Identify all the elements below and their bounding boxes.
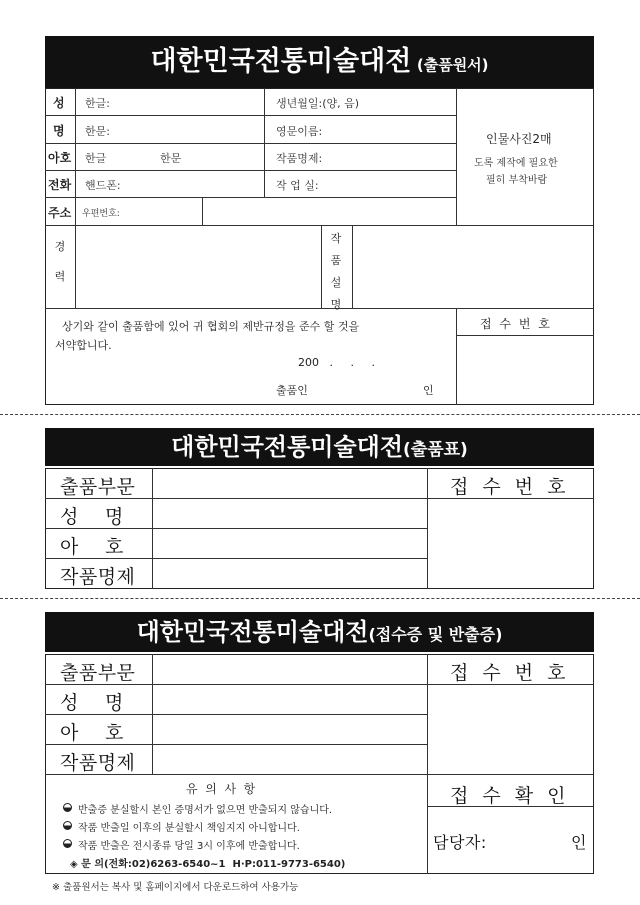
field-pen-korean[interactable]: 한글 bbox=[85, 152, 107, 165]
pledge-text-2: 서약합니다. bbox=[55, 339, 112, 352]
ticket-subtitle: (출품표) bbox=[403, 440, 468, 460]
ticket-title-banner bbox=[45, 428, 594, 466]
notice-title: 유 의 사 항 bbox=[186, 782, 256, 796]
ticket-title-input[interactable] bbox=[153, 559, 426, 587]
field-birth-date[interactable]: 생년월일:(양, 음) bbox=[276, 97, 360, 110]
ticket-row-title: 작품명제 bbox=[60, 566, 136, 588]
applicant-label: 출품인 bbox=[276, 384, 308, 397]
ticket-title: 대한민국전통미술대전 bbox=[171, 433, 404, 461]
pledge-text-1: 상기와 같이 출품함에 있어 귀 협회의 제반규정을 준수 할 것을 bbox=[62, 320, 360, 333]
receipt-subtitle: (접수증 및 반출증) bbox=[368, 625, 503, 644]
receipt-row-category: 출품부문 bbox=[60, 662, 136, 684]
row-label-address: 주소 bbox=[48, 206, 72, 220]
ticket-row-category: 출품부문 bbox=[60, 476, 136, 498]
notice-item-1: 반출증 분실할시 본인 증명서가 없으면 반출되지 않습니다. bbox=[78, 805, 333, 816]
cut-line-1 bbox=[0, 414, 640, 415]
ticket-reception-number: 접 수 번 호 bbox=[450, 476, 570, 498]
row-label-name-2: 명 bbox=[53, 124, 65, 138]
row-label-penname: 아호 bbox=[48, 151, 72, 165]
receipt-title-input[interactable] bbox=[153, 745, 426, 773]
ticket-category-input[interactable] bbox=[153, 469, 426, 497]
receipt-row-title: 작품명제 bbox=[60, 752, 136, 774]
field-name-korean[interactable]: 한글: bbox=[85, 97, 110, 110]
cut-line-2 bbox=[0, 598, 640, 599]
field-postal-code[interactable]: 우편번호: bbox=[82, 209, 120, 219]
artwork-description-field[interactable] bbox=[353, 226, 593, 307]
ticket-row-name: 성 명 bbox=[60, 506, 124, 528]
manager-seal: 인 bbox=[571, 833, 587, 852]
application-reception-number: 접 수 번 호 bbox=[480, 317, 552, 331]
career-field[interactable] bbox=[76, 226, 320, 307]
manager-label: 담당자: bbox=[433, 833, 487, 852]
field-english-name[interactable]: 영문이름: bbox=[276, 125, 323, 138]
field-studio[interactable]: 작 업 실: bbox=[276, 179, 319, 192]
receipt-name-input[interactable] bbox=[153, 685, 426, 713]
receipt-title-banner bbox=[45, 612, 594, 652]
receipt-row-name: 성 명 bbox=[60, 692, 124, 714]
photo-title: 인물사진2매 bbox=[486, 132, 552, 146]
receipt-penname-input[interactable] bbox=[153, 715, 426, 743]
photo-note-1: 도록 제작에 필요한 bbox=[474, 158, 558, 169]
bullet-icon bbox=[63, 803, 72, 812]
application-subtitle: (출품원서) bbox=[416, 56, 489, 74]
field-name-hanja[interactable]: 한문: bbox=[85, 125, 110, 138]
ticket-name-input[interactable] bbox=[153, 499, 426, 527]
ticket-penname-input[interactable] bbox=[153, 529, 426, 557]
ticket-row-penname: 아 호 bbox=[60, 536, 124, 558]
contact-info: ◈ 문 의(전화:02)6263-6540~1 H·P:011-9773-6540) bbox=[70, 859, 346, 870]
notice-item-3: 작품 반출은 전시종류 당일 3시 이후에 반출합니다. bbox=[78, 841, 300, 852]
bullet-icon bbox=[63, 839, 72, 848]
receipt-title: 대한민국전통미술대전 bbox=[136, 618, 369, 646]
receipt-row-penname: 아 호 bbox=[60, 722, 124, 744]
field-artwork-title[interactable]: 작품명제: bbox=[276, 152, 323, 165]
field-pen-hanja[interactable]: 한문 bbox=[160, 152, 182, 165]
applicant-seal: 인 bbox=[423, 384, 434, 397]
field-handphone[interactable]: 핸드폰: bbox=[85, 179, 121, 192]
application-title-banner bbox=[45, 36, 594, 88]
photo-placeholder bbox=[456, 88, 594, 225]
receipt-reception-number: 접 수 번 호 bbox=[450, 662, 570, 684]
receipt-confirm-label: 접 수 확 인 bbox=[450, 785, 570, 807]
application-title: 대한민국전통미술대전 bbox=[150, 46, 412, 77]
row-label-name-1: 성 bbox=[53, 96, 65, 110]
footnote: ※ 출품원서는 복사 및 홈페이지에서 다운로드하여 사용가능 bbox=[52, 882, 299, 893]
career-label: 경 력 bbox=[54, 240, 66, 283]
artwork-description-label: 작 품 설 명 bbox=[330, 232, 342, 311]
row-label-phone: 전화 bbox=[48, 178, 72, 192]
photo-note-2: 필히 부착바람 bbox=[486, 175, 548, 186]
receipt-category-input[interactable] bbox=[153, 655, 426, 683]
pledge-date: 200 . . . bbox=[298, 356, 375, 369]
bullet-icon bbox=[63, 821, 72, 830]
notice-item-2: 작품 반출일 이후의 분실할시 책임지지 아니합니다. bbox=[78, 823, 300, 834]
